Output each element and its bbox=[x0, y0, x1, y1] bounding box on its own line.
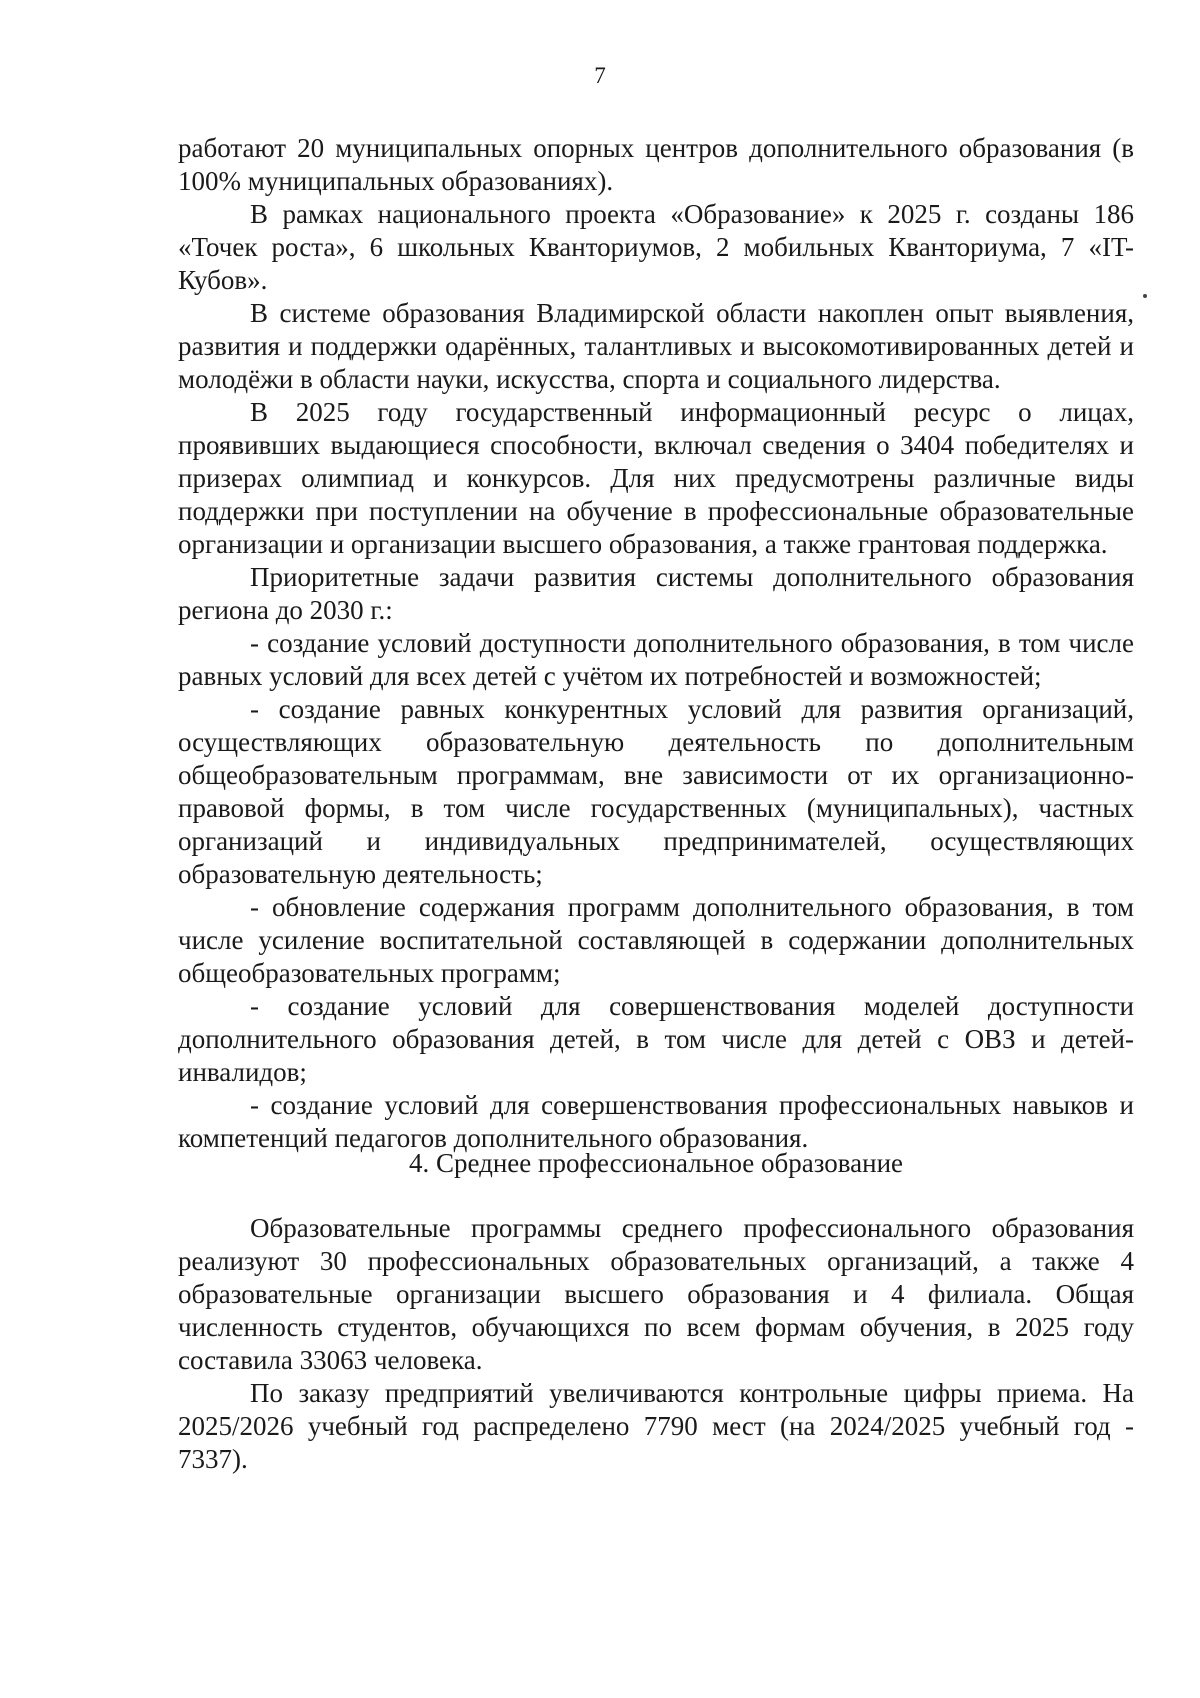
paragraph-priority-tasks-intro: Приоритетные задачи развития системы дополнительного образования региона до 2030 г.: bbox=[178, 562, 1134, 625]
body-text-upper bbox=[178, 132, 1134, 1155]
priority-task-item: - создание условий для совершенствования профессиональных навыков и компетенций педагогов дополнительного образования. bbox=[178, 1090, 1134, 1153]
priority-task-item: - создание условий для совершенствования моделей доступности дополнительного образования детей, в том числе для детей с ОВЗ и детей-инвалидов; bbox=[178, 991, 1134, 1087]
paragraph-spo-programs: Образовательные программы среднего профессионального образования реализуют 30 профессиональных образовательных организаций, а также 4 образовательные организации высшего образования и 4 филиала. Общая численность студентов, обучающихся по всем формам обучения, в 2025 году составила 33063 человека. bbox=[178, 1213, 1134, 1375]
paragraph-national-project: В рамках национального проекта «Образование» к 2025 г. созданы 186 «Точек роста», 6 школьных Кванториумов, 2 мобильных Кванториума, 7 «IT-Кубов». bbox=[178, 199, 1134, 295]
priority-task-item: - обновление содержания программ дополнительного образования, в том числе усиление воспитательной составляющей в содержании дополнительных общеобразовательных программ; bbox=[178, 892, 1134, 988]
section-heading: 4. Среднее профессиональное образование bbox=[408, 1148, 903, 1178]
paragraph-gifted-children: В системе образования Владимирской области накоплен опыт выявления, развития и поддержки одарённых, талантливых и высокомотивированных детей и молодёжи в области науки, искусства, спорта и социального лидерства. bbox=[178, 298, 1134, 394]
paragraph-continued: работают 20 муниципальных опорных центров дополнительного образования (в 100% муниципальных образованиях). bbox=[178, 133, 1134, 196]
page-number: 7 bbox=[594, 63, 606, 88]
body-text-lower bbox=[178, 1212, 1134, 1476]
priority-task-item: - создание условий доступности дополнительного образования, в том числе равных условий для всех детей с учётом их потребностей и возможностей; bbox=[178, 628, 1134, 691]
paragraph-admission-figures: По заказу предприятий увеличиваются контрольные цифры приема. На 2025/2026 учебный год распределено 7790 мест (на 2024/2025 учебный год - 7337). bbox=[178, 1378, 1134, 1474]
priority-task-item: - создание равных конкурентных условий для развития организаций, осуществляющих образовательную деятельность по дополнительным общеобразовательным программам, вне зависимости от их организационно-правовой формы, в том числе государственных (муниципальных), частных организаций и индивидуальных предпринимателей, осуществляющих образовательную деятельность; bbox=[178, 694, 1134, 889]
paragraph-information-resource: В 2025 году государственный информационный ресурс о лицах, проявивших выдающиеся способности, включал сведения о 3404 победителях и призерах олимпиад и конкурсов. Для них предусмотрены различные виды поддержки при поступлении на обучение в профессиональные образовательные организации и организации высшего образования, а также грантовая поддержка. bbox=[178, 397, 1134, 559]
scan-speck bbox=[1143, 294, 1147, 298]
